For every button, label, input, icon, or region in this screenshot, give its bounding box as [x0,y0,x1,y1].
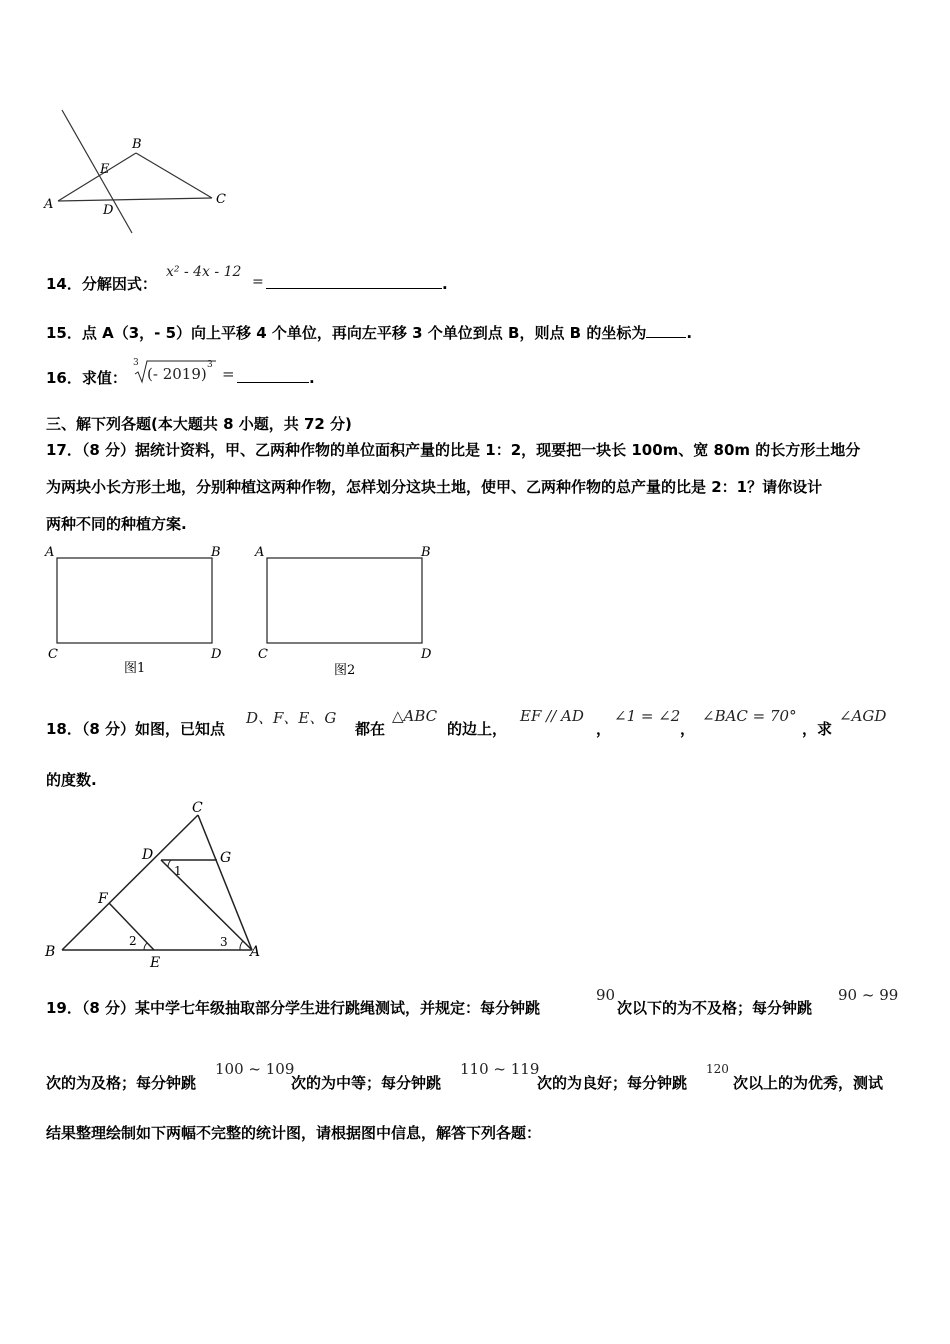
q16-equals: = [222,365,235,383]
segment-ab [58,153,136,201]
q18-side-ca [198,815,252,950]
q19-value-100-109: 100 ~ 109 [215,1060,295,1078]
q18-prefix: 18．（8 分）如图，已知点 [46,720,226,738]
q19-value-120: 120 [706,1062,729,1076]
q15-end: . [686,324,693,342]
figure-q13 [40,105,260,240]
q19-value-90-99: 90 ~ 99 [838,986,899,1004]
q18-label-c: C [192,800,203,816]
q16-answer-blank[interactable] [237,368,309,383]
section-3-title: 三、解下列各题(本大题共 8 小题，共 72 分) [46,415,352,433]
q17-fig1-label-b: B [211,545,221,560]
label-a: A [44,197,54,212]
label-c: C [216,192,226,207]
q14-number-text: 14． [46,275,82,293]
q14-number [46,274,157,294]
q18-label-f: F [98,891,108,907]
q16-exponent: 3 [207,360,213,370]
q18-text-sides: 的边上， [447,720,508,738]
q14-answer-blank[interactable] [266,274,442,289]
q16-root-index: 3 [133,358,139,368]
q17-fig1-label-d: D [211,647,222,662]
q17-fig1-rectangle [57,558,212,643]
q17-fig2-label-b: B [421,545,431,560]
q18-figure [40,795,270,970]
q16-answer [237,368,315,388]
q15 [46,323,692,343]
q18-triangle: △ABC [392,707,438,725]
q19-prefix: 19．（8 分）某中学七年级抽取部分学生进行跳绳测试，并规定：每分钟跳 [46,999,541,1017]
q18-angle-1-arc [168,860,171,867]
label-b: B [132,137,142,152]
q17-fig2-label-c: C [258,647,268,662]
q19-text-4: 次的为良好；每分钟跳 [537,1074,688,1092]
q18-angle-3-arc [240,941,243,950]
q17-fig2-label-d: D [421,647,432,662]
q18-condition-parallel: EF // AD [520,707,584,725]
q19-value-110-119: 110 ~ 119 [460,1060,540,1078]
q18-label-d: D [142,847,154,863]
q19-value-90: 90 [596,986,616,1004]
q18-text-on: 都在 [355,720,386,738]
q17-fig2-caption: 图2 [334,663,356,678]
q18-comma-2: ， [680,720,696,738]
q18-target-angle: ∠AGD [839,707,887,725]
q18-line2: 的度数. [46,771,97,789]
q19-text-5: 次以上的为优秀，测试 [733,1074,884,1092]
q17-line3: 两种不同的种植方案. [46,515,187,533]
q14-equals: = [252,274,264,290]
q14-label: 分解因式： [81,275,157,293]
q16-radicand: (- 2019) [147,365,207,383]
q17-fig1-label-c: C [48,647,58,662]
q18-label-a: A [250,944,261,960]
q18-comma-1: ， [596,720,612,738]
q18-angle-1-label: 1 [174,864,182,878]
q19-text-3: 次的为中等；每分钟跳 [291,1074,442,1092]
q15-text: 15．点 A（3，- 5）向上平移 4 个单位，再向左平移 3 个单位到点 B，则点 B 的坐标为 [46,324,647,342]
q18-text-find: ，求 [802,720,833,738]
q18-points: D、F、E、G [246,709,337,727]
q19-text-1: 次以下的为不及格；每分钟跳 [617,999,813,1017]
q18-angle-3-label: 3 [220,935,228,949]
q18-label-g: G [220,850,232,866]
q19-line3: 结果整理绘制如下两幅不完整的统计图，请根据图中信息，解答下列各题： [46,1124,542,1142]
q14-end: . [442,275,448,293]
q18-side-bc [62,815,198,950]
q15-answer-blank[interactable] [646,323,686,338]
q14-expression: x² - 4x - 12 [166,264,242,280]
q19-text-2: 次的为及格；每分钟跳 [46,1074,197,1092]
q18-angle-2-arc [144,943,147,950]
segment-ac [58,198,212,201]
q16-label: 16．求值： [46,369,127,387]
label-d: D [103,203,114,218]
q17-figure-1 [40,540,240,680]
segment-bc [136,153,212,198]
q17-line1: 17．（8 分）据统计资料，甲、乙两种作物的单位面积产量的比是 1：2，现要把一块长 100m、宽 80m 的长方形土地分 [46,441,861,459]
q14-answer [266,274,448,294]
q18-label-b: B [45,944,56,960]
q17-fig1-label-a: A [45,545,55,560]
label-e: E [100,162,110,177]
q17-fig2-rectangle [267,558,422,643]
q18-condition-bac: ∠BAC = 70° [702,707,797,725]
transversal-line [62,110,132,233]
q17-fig2-label-a: A [255,545,265,560]
q17-fig1-caption: 图1 [124,661,146,676]
q18-label-e: E [150,955,161,970]
q17-line2: 为两块小长方形土地，分别种植这两种作物，怎样划分这块土地，使甲、乙两种作物的总产量的比是 2：1？请你设计 [46,478,823,496]
q18-angle-2-label: 2 [129,934,137,948]
q17-figure-2 [250,540,450,680]
q16-end: . [309,369,315,387]
q18-condition-angles: ∠1 = ∠2 [614,707,681,725]
